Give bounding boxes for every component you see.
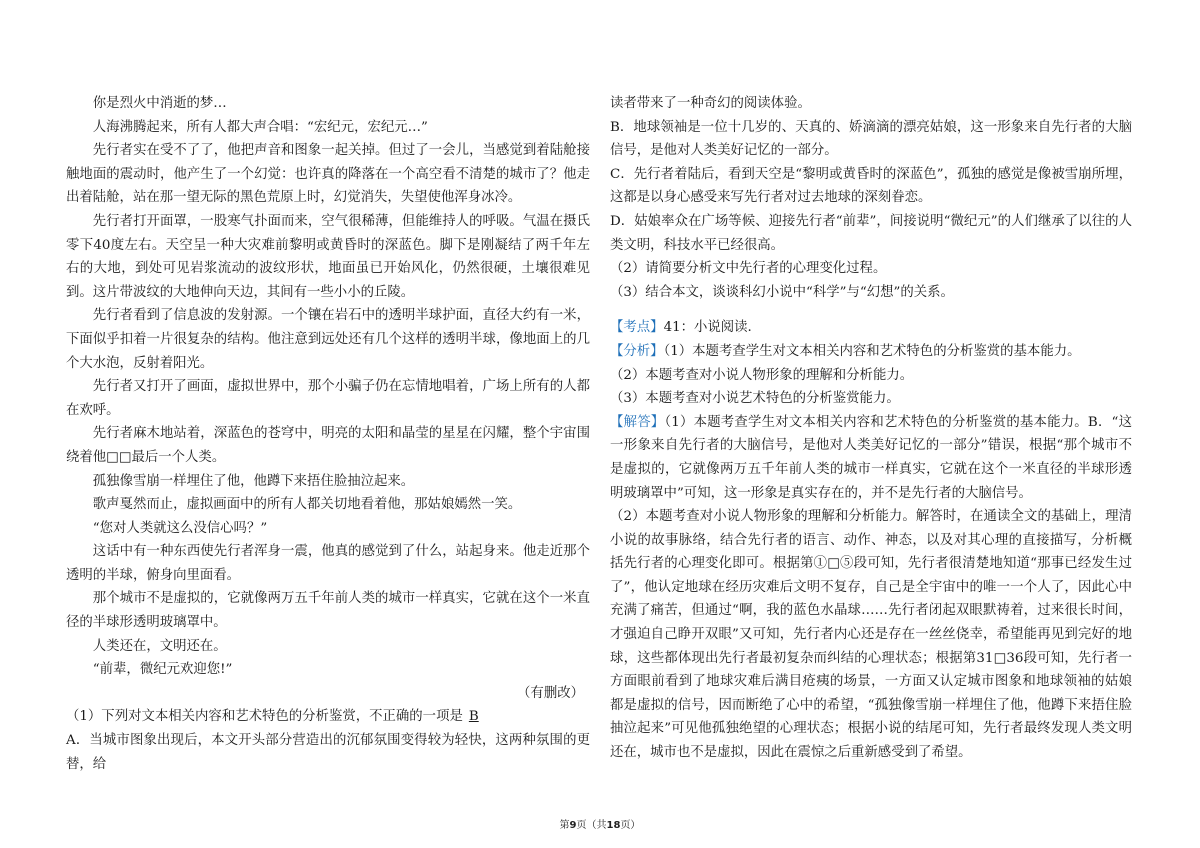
option-a-continued: 读者带来了一种奇幻的阅读体验。 [610,96,811,111]
option-b: B．地球领袖是一位十几岁的、天真的、娇滴滴的漂亮姑娘，这一形象来自先行者的大脑信号，是他对人类美好记忆的一部分。 [610,119,1132,159]
fenxi-text: （1）本题考查学生对文本相关内容和艺术特色的分析鉴赏的基本能力。 [663,343,1081,359]
footer-suffix: 页） [620,820,641,831]
paragraph: 先行者麻木地站着，深蓝色的苍穹中，明亮的太阳和晶莹的星星在闪耀，整个宇宙围绕着他□□最后一个人类。 [66,426,590,465]
paragraph: 那个城市不是虚拟的，它就像两万五千年前人类的城市一样真实，它就在这个一米直径的半球形透明玻璃罩中。 [66,591,590,631]
footer-middle: 页（共 [576,820,607,831]
kaodian-text: 41：小说阅读. [663,320,752,336]
jieda [610,411,1132,505]
fenxi-tag: 【分析】 [610,343,664,359]
question-2: （2）请简要分析文中先行者的心理变化过程。 [610,261,887,277]
fenxi-2: （2）本题考查对小说人物形象的理解和分析能力。 [610,367,914,383]
paragraph: 先行者打开面罩，一股寒气扑面而来，空气很稀薄，但能维持人的呼吸。气温在摄氏零下40度左右。天空呈一种大灾难前黎明或黄昏时的深蓝色。脚下是刚凝结了两千年左右的大地，到处可见岩浆流动的波纹形状，地面虽已开始风化，仍然很硬，土壤很难见到。这片带波纹的大地伸向天边，其间有一些小小的丘陵。 [66,213,590,300]
paragraph: 先行者实在受不了了，他把声音和图象一起关掉。但过了一会儿，当感觉到着陆舱接触地面的震动时，他产生了一个幻觉：也许真的降落在一个高空看不清楚的城市了？他走出着陆舱，站在那一望无际的黑色荒原上时，幻觉消失，失望使他浑身冰冷。 [66,143,590,206]
left-column [66,92,590,776]
kaodian-tag: 【考点】 [610,320,664,336]
paragraph: 这话中有一种东西使先行者浑身一震，他真的感觉到了什么，站起身来。他走近那个透明的半球，俯身向里面看。 [66,544,590,583]
paragraph: 先行者又打开了画面，虚拟世界中，那个小骗子仍在忘情地唱着，广场上所有的人都在欢呼。 [66,379,590,418]
jieda-2: （2）本题考查对小说人物形象的理解和分析能力。解答时，在通读全文的基础上，理清小说的故事脉络，结合先行者的语言、动作、神态，以及对其心理的直接描写，分析概括先行者的心理变化即可。根据第①□⑤段可知，先行者很清楚地知道“那事已经发生过了”，他认定地球在经历灾难后文明不复存，自己是全宇宙中的唯一一个人了，因此心中充满了痛苦，但通过“啊，我的蓝色水晶球……先行者闭起双眼默祷着，过来很长时间，才强迫自己睁开双眼”又可知，先行者内心还是存在一丝丝侥幸，希望能再见到完好的地球，这些都体现出先行者最初复杂而纠结的心理状态；根据第31□36段可知，先行者一方面眼前看到了地球灾难后满目疮痍的场景，一方面又认定城市图象和地球领袖的姑娘都是虚拟的信号，因而断绝了心中的希望，“孤独像雪崩一样埋住了他，他蹲下来捂住脸抽泣起来”可见他孤独绝望的心理状态；根据小说的结尾可知，先行者最终发现人类文明还在，城市也不是虚拟，因此在震惊之后重新感受到了希望。 [610,509,1132,761]
option-d: D．姑娘率众在广场等候、迎接先行者“前辈”，间接说明“微纪元”的人们继承了以往的人类文明，科技水平已经很高。 [610,213,1132,253]
paragraph: “您对人类就这么没信心吗？” [92,520,268,536]
question-1 [66,705,590,729]
paragraph: 先行者看到了信息波的发射源。一个镶在岩石中的透明半球护面，直径大约有一米，下面似乎扣着一片很复杂的结构。他注意到远处还有几个这样的透明半球，像地面上的几个大水泡，反射着阳光。 [66,308,590,371]
footer-prefix: 第 [559,820,570,831]
footer-page-number: 9 [569,820,577,831]
paragraph: 歌声戛然而止，虚拟画面中的所有人都关切地看着他，那姑娘嫣然一笑。 [92,497,522,513]
jieda-tag: 【解答】 [610,414,665,430]
source-note: （有删改） [517,685,584,701]
option-c: C．先行者着陆后，看到天空是“黎明或黄昏时的深蓝色”，孤独的感觉是像被雪崩所埋，这都是以身心感受来写先行者对过去地球的深刻眷恋。 [610,166,1132,206]
jieda-text: （1）本题考查学生对文本相关内容和艺术特色的分析鉴赏的基本能力。B．“这一形象来自先行者的大脑信号，是他对人类美好记忆的一部分”错误，根据“那个城市不是虚拟的，它就像两万五千年前人类的城市一样真实，它就在这个一米直径的半球形透明玻璃罩中”可知，这一形象是真实存在的，并不是先行者的大脑信号。 [610,414,1132,501]
paragraph: 孤独像雪崩一样埋住了他，他蹲下来捂住脸抽泣起来。 [92,473,415,489]
question-1-text: （1）下列对文本相关内容和艺术特色的分析鉴赏，不正确的一项是 [66,709,463,725]
paragraph: 人类还在，文明还在。 [92,638,227,654]
paragraph: 人海沸腾起来，所有人都大声合唱：“宏纪元，宏纪元…” [92,119,428,135]
right-column [610,92,1132,765]
question-3: （3）结合本文，谈谈科幻小说中“科学”与“幻想”的关系。 [610,284,954,300]
paragraph: 你是烈火中消逝的梦… [92,96,227,111]
page-footer [0,819,1200,833]
fenxi [610,340,1132,364]
paragraph: “前辈，微纪元欢迎您!” [92,662,233,678]
option-a: A．当城市图象出现后，本文开头部分营造出的沉郁氛围变得较为轻快，这两种氛围的更替，给 [66,733,590,772]
fenxi-3: （3）本题考查对小说艺术特色的分析鉴赏能力。 [610,391,900,407]
footer-total-pages: 18 [606,820,621,831]
question-1-answer: B [468,709,479,725]
kaodian [610,316,1132,340]
section-gap [610,304,1132,316]
